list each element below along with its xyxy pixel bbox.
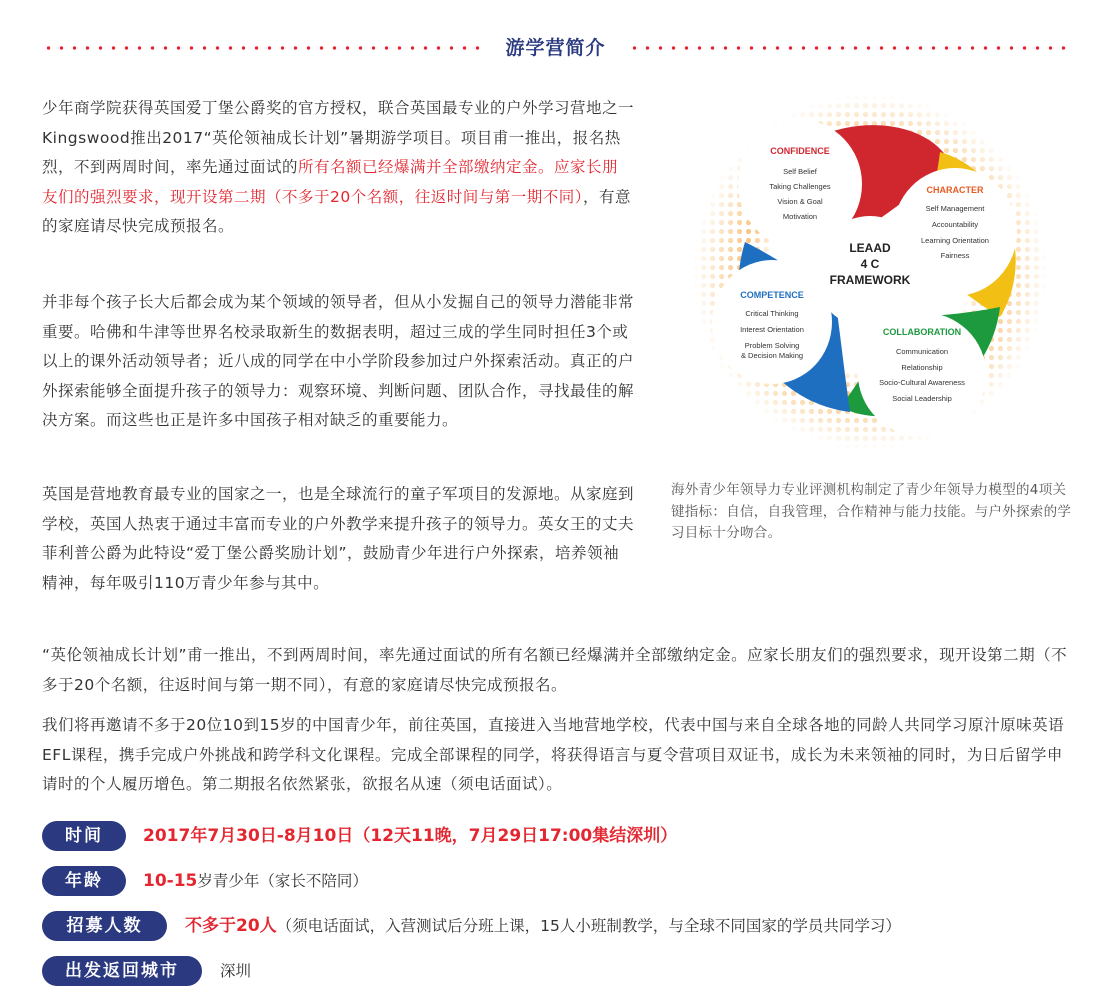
confidence-title: CONFIDENCE — [770, 146, 830, 156]
intro-paragraph-5: 我们将再邀请不多于20位10到15岁的中国青少年，前往英国，直接进入当地营地学校，代表中国与来自全球各地的同龄人共同学习原汁原味英语EFL课程，携手完成户外挑战和跨学科文化课程。完成全部课程的同学，将获得语言与夏令营项目双证书，成长为未来领袖的同时，为日后留学申请时的个人履历增色。第二期报名依然紧张，欲报名从速（须电话面试）。 — [42, 716, 1065, 793]
framework-center-line-1: LEAAD — [849, 241, 891, 255]
detail-value-enrollment — [185, 911, 901, 941]
detail-age-text: 岁青少年（家长不陪同） — [197, 872, 368, 890]
detail-value-age — [143, 866, 368, 896]
competence-title: COMPETENCE — [740, 290, 804, 300]
detail-label-age: 年龄 — [42, 866, 126, 896]
confidence-item-2: Taking Challenges — [769, 182, 831, 191]
detail-city-text: 深圳 — [220, 962, 252, 980]
framework-center-line-2: 4 C — [860, 257, 880, 271]
detail-value-city — [220, 956, 251, 986]
competence-item-2: Interest Orientation — [740, 325, 804, 334]
collaboration-item-1: Communication — [895, 347, 949, 356]
competence-item-3: Problem Solving — [744, 341, 800, 350]
character-item-1: Self Management — [925, 204, 985, 213]
confidence-item-3: Vision & Goal — [777, 197, 823, 206]
intro-paragraph-2: 并非每个孩子长大后都会成为某个领域的领导者，但从小发掘自己的领导力潜能非常重要。哈佛和牛津等世界名校录取新生的数据表明，超过三成的学生同时担任3个或以上的课外活动领导者；近八成的同学在中小学阶段参加过户外探索活动。真正的户外探索能够全面提升孩子的领导力：观察环境、判断问题、团队合作，寻找最佳的解决方案。而这些也正是许多中国孩子相对缺乏的重要能力。 — [42, 293, 635, 429]
intro-p1-text-a: 少年商学院获得英国爱丁堡公爵奖的官方授权，联合英国最专业的户外学习营地之一Kingswood推出2017“英伦领袖成长计划”暑期游学项目。项目甫一推出，报名热烈，不到两周时间，率先通过面试的 — [42, 99, 635, 176]
detail-age-highlight: 10-15 — [143, 871, 198, 891]
confidence-item-1: Self Belief — [783, 167, 817, 176]
character-item-3: Learning Orientation — [921, 236, 989, 245]
collaboration-item-3: Socio-Cultural Awareness — [879, 378, 965, 387]
character-title: CHARACTER — [926, 185, 984, 195]
detail-time-highlight: 2017年7月30日-8月10日（12天11晚，7月29日17:00集结深圳） — [143, 826, 678, 846]
leaad-framework-diagram — [690, 92, 1050, 452]
detail-enrollment-highlight: 不多于20人 — [185, 916, 277, 936]
character-item-2: Accountability — [931, 220, 979, 229]
section-title: 游学营简介 — [505, 37, 606, 59]
character-item-4: Fairness — [940, 251, 970, 260]
collaboration-item-4: Social Leadership — [892, 394, 952, 403]
collaboration-title: COLLABORATION — [882, 327, 962, 337]
competence-item-1: Critical Thinking — [745, 309, 799, 318]
detail-enrollment-text: （须电话面试，入营测试后分班上课，15人小班制教学，与全球不同国家的学员共同学习） — [276, 917, 901, 935]
detail-label-time: 时间 — [42, 821, 126, 851]
detail-label-city: 出发返回城市 — [42, 956, 202, 986]
framework-center-line-3: FRAMEWORK — [829, 273, 911, 287]
intro-p1-highlight: 所有名额已经爆满并全部缴纳定金。应家长朋友们的强烈要求，现开设第二期（不多于20个名额，往返时间与第一期不同） — [42, 158, 619, 206]
detail-label-enrollment: 招募人数 — [42, 911, 167, 941]
intro-paragraph-1 — [42, 94, 634, 242]
detail-value-time — [143, 821, 677, 851]
diagram-caption: 海外青少年领导力专业评测机构制定了青少年领导力模型的4项关键指标：自信，自我管理，合作精神与能力技能。与户外探索的学习目标十分吻合。 — [671, 482, 1072, 541]
collaboration-item-2: Relationship — [901, 363, 943, 372]
confidence-item-4: Motivation — [782, 212, 818, 221]
intro-p1-text-b: ，有意的家庭请尽快完成预报名。 — [42, 187, 631, 235]
competence-item-4: & Decision Making — [740, 351, 804, 360]
intro-paragraph-4: “英伦领袖成长计划”甫一推出，不到两周时间，率先通过面试的所有名额已经爆满并全部缴纳定金。应家长朋友们的强烈要求，现开设第二期（不多于20个名额，往返时间与第一期不同），有意的家庭请尽快完成预报名。 — [42, 646, 1068, 694]
intro-paragraph-3: 英国是营地教育最专业的国家之一，也是全球流行的童子军项目的发源地。从家庭到学校，英国人热衷于通过丰富而专业的户外教学来提升孩子的领导力。英女王的丈夫菲利普公爵为此特设“爱丁堡公爵奖励计划”，鼓励青少年进行户外探索，培养领袖精神，每年吸引110万青少年参与其中。 — [42, 485, 635, 592]
